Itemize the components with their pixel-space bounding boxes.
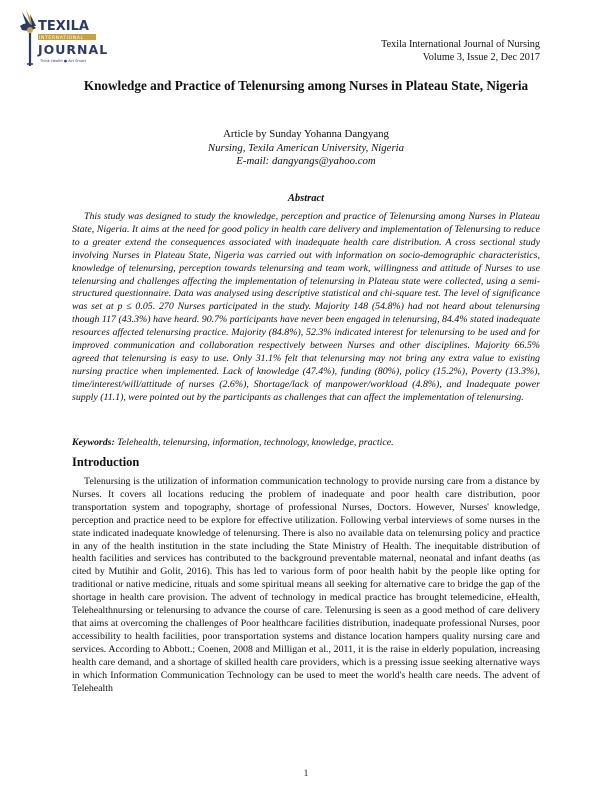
keywords-list: Telehealth, telenursing, information, technology, knowledge, practice. xyxy=(117,437,394,448)
abstract-text: This study was designed to study the knowledge, perception and practice of Telenursing among Nurses in Plateau State, Nigeria. It aims at the need for good policy in health care delivery and implementation of Telenursing to reduce to a greater extend the consequences associated with inadequate health care distribution. A cross sectional study involving Nurses in Plateau State, Nigeria was carried out with information on socio-demographic characteristics, knowledge of telenursing, perception towards telenursing and team work, willingness and attitude of Nurses to use telenursing and challenges affecting the implementation of telenursing in Plateau state were collected, using a semi-structured questionnaire. Data was analysed using descriptive statistical and chi-square test. The level of significance was set at p ≤ 0.05. 270 Nurses participated in the study. Majority 148 (54.8%) had not heard about telenursing though 117 (43.3%) have heard. 90.7% participants have never been engaged in telenursing, 84.4% stated inadequate resources affected telenursing practice. Majority (84.8%), 52.3% indicated interest for telenursing to be used and for improved communication and collaboration respectively between Nurses and other disciplines. Majority 66.5% agreed that telenursing is easy to use. Only 31.1% felt that telenursing may not bring any extra value to existing nursing practice when implemented. Lack of knowledge (47.4%), funding (80%), policy (15.2%), Poverty (13.3%), time/interest/will/attitude of nurses (2.6%), Shortage/lack of manpower/workload (4.8%), and Inadequate power supply (11.1), were pointed out by the participants as challenges that can affect the implementation of telenursing. xyxy=(72,211,540,403)
author-byline: Article by Sunday Yohanna Dangyang xyxy=(223,128,389,140)
journal-issue: Volume 3, Issue 2, Dec 2017 xyxy=(422,52,540,63)
page-number: 1 xyxy=(303,768,309,778)
keywords-line xyxy=(72,437,540,448)
keywords-label: Keywords: xyxy=(72,437,115,448)
logo-line1: TEXILA xyxy=(38,19,89,34)
texila-logo-icon xyxy=(16,8,109,70)
author-block xyxy=(72,128,540,169)
paper-title: Knowledge and Practice of Telenursing among Nurses in Plateau State, Nigeria xyxy=(83,78,529,93)
introduction-text: Telenursing is the utilization of information communication technology to provide nursing care from a distance by Nurses. It covers all locations reducing the problem of inadequate and poor health care distribution, poor transportation system and topography, shortage of professional Nurses, Doctors. However, Nurses' knowledge, perception and practice need to be explore for effective utilization. Following verbal interviews of some nurses in the state indicated inadequate knowledge of telenursing. There is also no available data on telenursing policy and practice in any of the health institution in the state including the State Ministry of Health. The inequitable distribution of health facilities and services has contributed to the background preventable maternal, neonatal and infant deaths (as cited by Mutihir and Golit, 2016). This has led to various form of poor health habit by the people like opting for traditional or native medicine, rituals and some spiritual means all seeking for alternative care to bridge the gap of the shortage in health care provision. The advent of technology in medical practice has brought telemedicine, eHealth, Telehealthnursing or telenursing to advance the course of care. Telenursing is seen as a good method of care delivery that aims at overcoming the challenges of Poor healthcare facilities distribution, inadequate professional Nurses, poor accessibility to health facilities, poor transportation systems and distance location hampers quality nursing care and services. According to Abbott.; Coenen, 2008 and Milligan et al., 2011, it is the raise in elderly population, increasing health care demand, and a shortage of skilled health care providers, which is a pressing issue seeking alternative ways in which Information Communication Technology can be used to meet the world's health care needs. The advent of Telehealth xyxy=(72,476,540,694)
logo-tagline: Think Health ● Act Smart xyxy=(40,59,86,63)
introduction-heading: Introduction xyxy=(72,455,140,469)
logo-line2: INTERNATIONAL xyxy=(39,36,84,41)
logo-line3: JOURNAL xyxy=(38,42,109,57)
journal-name: Texila International Journal of Nursing xyxy=(381,39,540,50)
author-affiliation: Nursing, Texila American University, Nigeria xyxy=(207,141,405,154)
journal-logo xyxy=(16,8,109,70)
abstract-heading: Abstract xyxy=(287,193,325,204)
journal-header xyxy=(381,38,540,64)
author-email[interactable]: E-mail: dangyangs@yahoo.com xyxy=(236,155,376,167)
